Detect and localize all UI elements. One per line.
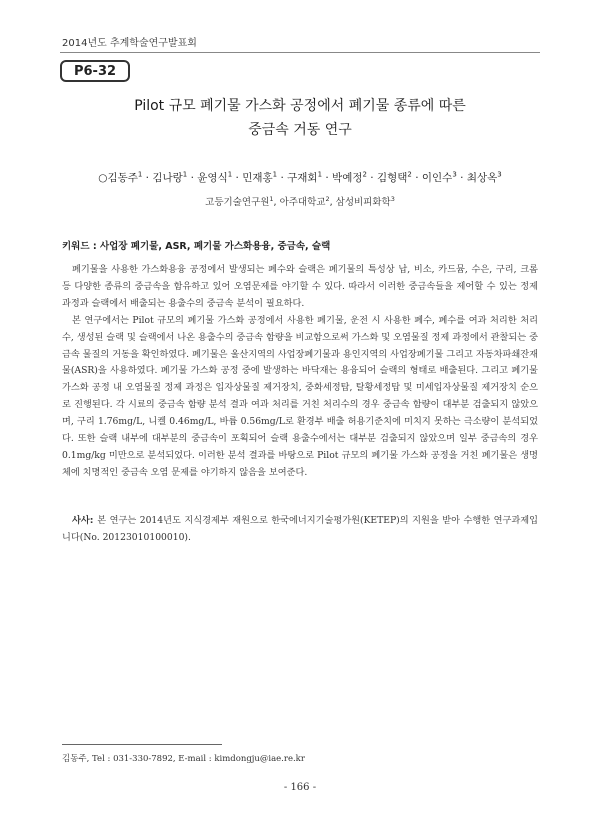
author-name-text: 이인수 <box>421 172 453 184</box>
footnote-divider <box>62 744 222 745</box>
abstract-paragraph-1: 폐기물을 사용한 가스화용융 공정에서 발생되는 폐수와 슬랙은 폐기물의 특성상 납, 비소, 카드뮴, 수은, 구리, 크롬 등 다양한 종류의 중금속을 함유하고 있어 오염문제를 야기할 수 있다. 따라서 이러한 중금속들을 제어할 수 있는 정제 과정과 슬랙에서 배출되는 용출수의 중금속 분석이 필요하다. <box>62 264 538 309</box>
author-name <box>98 172 142 184</box>
affiliation-separator: , <box>329 197 336 208</box>
author-affiliation-index: 2 <box>407 170 412 179</box>
affiliation-index: 2 <box>325 194 330 203</box>
keywords-label: 키워드 : <box>62 241 100 252</box>
author-name-text: 최상옥 <box>466 172 498 184</box>
affiliation-name: 아주대학교 <box>279 197 326 208</box>
footnote-contact: 김동주, Tel : 031-330-7892, E-mail : kimdongju@iae.re.kr <box>62 754 305 764</box>
author-separator: · <box>277 172 288 184</box>
affiliation-name: 삼성비피화학 <box>335 197 391 208</box>
author-affiliation-index: 3 <box>497 170 502 179</box>
abstract <box>62 262 538 482</box>
author-affiliation-index: 1 <box>272 170 278 179</box>
author-affiliation-index: 1 <box>182 170 188 179</box>
acknowledgment <box>62 512 538 546</box>
author-name-text: 구재회 <box>287 172 318 184</box>
author-name-text: 윤영식 <box>197 172 228 184</box>
keywords-text: 사업장 폐기물, ASR, 폐기물 가스화용융, 중금속, 슬랙 <box>99 241 331 252</box>
title-line-2: 중금속 거동 연구 <box>248 122 352 138</box>
author-separator: · <box>232 172 243 184</box>
author-affiliation-index: 1 <box>227 170 233 179</box>
author-separator: · <box>411 172 422 184</box>
author-name-text: 민재홍 <box>242 172 273 184</box>
affiliation-name: 고등기술연구원 <box>205 197 270 208</box>
presenter-mark: ○ <box>98 172 108 184</box>
author-name <box>467 172 502 184</box>
author-affiliation-index: 3 <box>452 170 457 179</box>
keywords <box>62 238 538 252</box>
author-affiliation-index: 1 <box>137 170 143 179</box>
affiliation-index: 3 <box>390 194 395 203</box>
affiliation-list <box>60 194 540 208</box>
acknowledgment-label: 사사: <box>72 515 98 526</box>
author-name-text: 박예정 <box>332 172 363 184</box>
author-affiliation-index: 2 <box>362 170 367 179</box>
author-name <box>287 172 322 184</box>
affiliation-separator: , <box>273 197 280 208</box>
paper-code: P6-32 <box>73 63 117 79</box>
page-number: - 166 - <box>283 782 317 793</box>
author-name-text: 김형택 <box>376 172 408 184</box>
author-separator: · <box>187 172 198 184</box>
author-separator: · <box>456 172 467 184</box>
abstract-paragraph-2: 본 연구에서는 Pilot 규모의 폐기물 가스화 공정에서 사용한 폐기물, 운전 시 사용한 폐수, 폐수를 여과 처리한 처리수, 생성된 슬랙 및 슬랙에서 나온 용출수의 중금속 함량을 비교함으로써 가스화 및 오염물질 정제 과정에서 관찰되는 중금속 물질의 거동을 확인하였다. 폐기물은 울산지역의 사업장폐기물과 용인지역의 사업장폐기물 그리고 자동차파쇄잔재물(ASR)을 사용하였다. 폐기물 가스화 공정 중에 발생하는 바닥재는 용융되어 슬랙의 형태로 배출된다. 그리고 폐기물 가스화 공정 내 오염물질 정제 과정은 입자상물질 제거장치, 중화세정탑, 탈황세정탑 및 미세입자상물질 제거장치 순으로 진행된다. 각 시료의 중금속 함량 분석 결과 여과 처리를 거친 처리수의 경우 중금속 함량이 대부분 검출되지 않았으며, 구리 1.76mg/L, 니켈 0.46mg/L, 바륨 0.56mg/L로 환경부 배출 허용기준치에 미치지 못하는 극소량이 분석되었다. 또한 슬랙 내부에 대부분의 중금속이 포획되어 슬랙 용출수에서는 대부분 검출되지 않았으며 일부 중금속의 경우 0.1mg/kg 미만으로 분석되었다. 이러한 분석 결과를 바탕으로 Pilot 규모의 폐기물 가스화 공정을 거친 폐기물은 생명체에 치명적인 중금속 오염 문제를 야기하지 않음을 보여준다. <box>62 314 538 478</box>
author-name-text: 김나랑 <box>152 172 183 184</box>
author-separator: · <box>366 172 377 184</box>
author-name <box>422 172 457 184</box>
affiliation-index: 1 <box>269 194 274 203</box>
author-separator: · <box>142 172 153 184</box>
author-name <box>377 172 412 184</box>
author-name-text: 김동주 <box>107 172 138 184</box>
author-name <box>197 172 232 184</box>
paper-title <box>60 94 540 142</box>
author-separator: · <box>322 172 333 184</box>
author-list <box>60 170 540 185</box>
acknowledgment-text: 본 연구는 2014년도 지식경제부 재원으로 한국에너지기술평가원(KETEP)의 지원을 받아 수행한 연구과제입니다(No. 20123010100010). <box>62 515 538 543</box>
conference-header: 2014년도 추계학술연구발표회 <box>62 38 197 49</box>
header-divider <box>60 52 540 53</box>
author-name <box>332 172 367 184</box>
author-affiliation-index: 1 <box>317 170 323 179</box>
author-name <box>152 172 187 184</box>
paper-code-badge <box>60 60 130 82</box>
title-line-1: Pilot 규모 폐기물 가스화 공정에서 폐기물 종류에 따른 <box>134 98 466 114</box>
author-name <box>242 172 277 184</box>
